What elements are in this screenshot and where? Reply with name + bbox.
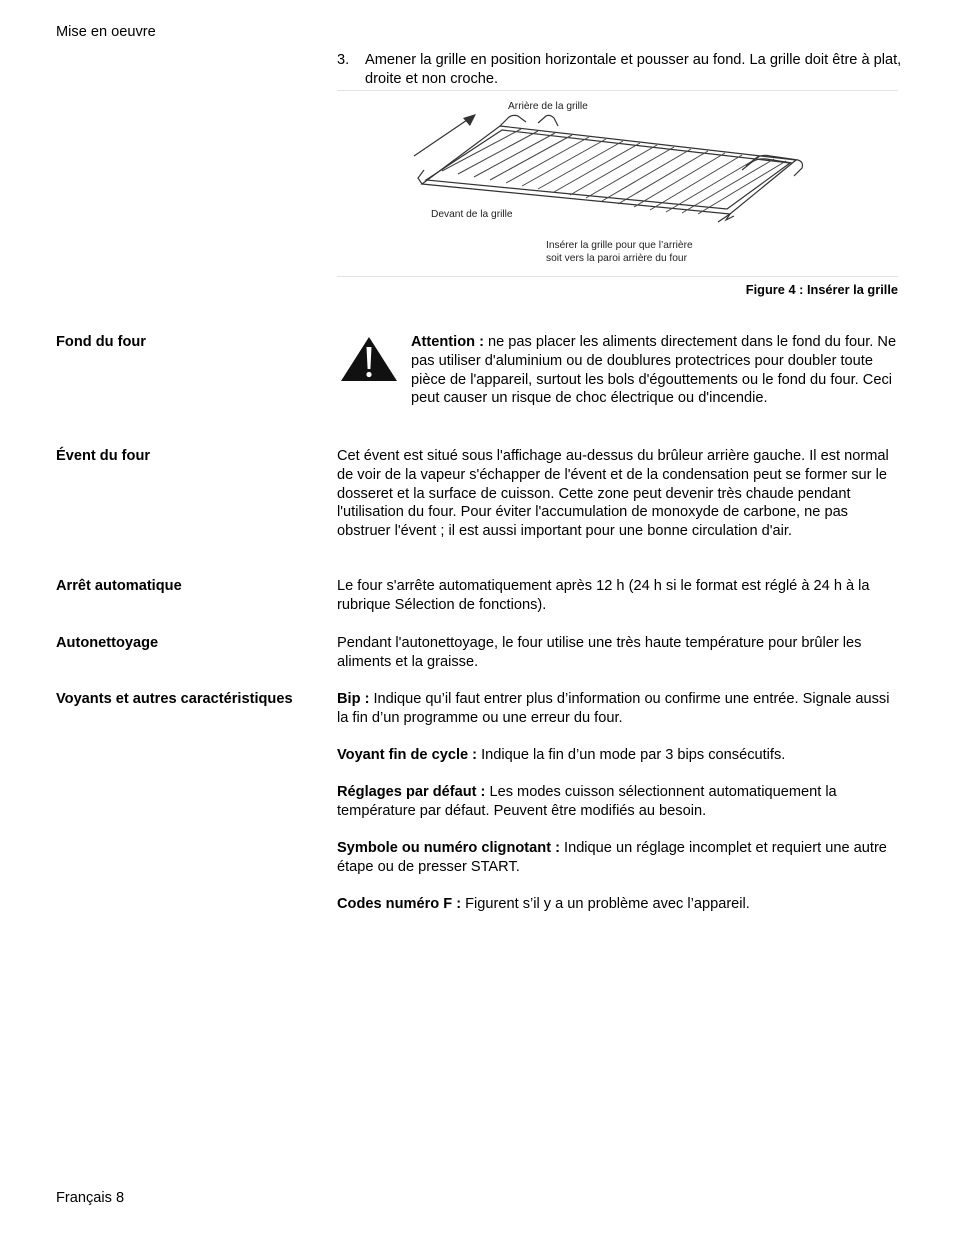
feature-term: Voyant fin de cycle : <box>337 746 478 763</box>
feature-item <box>337 746 902 765</box>
warning-text: ne pas placer les aliments directement dans le fond du four. Ne pas utiliser d'aluminium ou de doublures protectrices pour doubler toute pièce de l'appareil, surtout les bols d'égouttements ou le fond du four. Ceci peut causer un risque de choc électrique ou d'incendie. <box>411 334 897 407</box>
feature-desc: Figurent s’il y a un problème avec l’appareil. <box>461 896 750 913</box>
instruction-step-3 <box>337 51 902 89</box>
label-front-of-rack: Devant de la grille <box>431 209 513 220</box>
figure-caption: Figure 4 : Insérer la grille <box>745 282 898 297</box>
feature-list <box>337 690 902 932</box>
section-text-autonettoyage: Pendant l'autonettoyage, le four utilise une très haute température pour brûler les aliments et la graisse. <box>337 635 862 670</box>
section-title-voyants: Voyants et autres caractéristiques <box>56 691 293 707</box>
feature-term: Symbole ou numéro clignotant : <box>337 840 560 857</box>
page-footer: Français 8 <box>56 1190 125 1206</box>
label-back-of-rack: Arrière de la grille <box>508 101 588 112</box>
feature-term: Codes numéro F : <box>337 896 462 913</box>
feature-item <box>337 839 902 877</box>
figure-note-line-1: Insérer la grille pour que l’arrière <box>546 240 693 251</box>
feature-desc: Les modes cuisson sélectionnent automatiquement la température par défaut. Peuvent être modifiés au besoin. <box>337 784 837 819</box>
warning-label: Attention : <box>411 334 484 350</box>
running-header: Mise en oeuvre <box>56 24 156 40</box>
feature-desc: Indique la fin d’un mode par 3 bips consécutifs. <box>477 746 786 763</box>
warning-message <box>411 333 898 408</box>
oven-rack-illustration <box>400 96 820 246</box>
feature-term: Réglages par défaut : <box>337 784 486 801</box>
step-number: 3. <box>337 52 350 68</box>
section-title-fond-du-four: Fond du four <box>56 334 146 350</box>
section-text-arret-automatique: Le four s'arrête automatiquement après 12 h (24 h si le format est réglé à 24 h à la rubrique Sélection de fonctions). <box>337 578 870 613</box>
step-text: Amener la grille en position horizontale et pousser au fond. La grille doit être à plat, droite et non croche. <box>365 52 902 87</box>
feature-item <box>337 783 902 821</box>
warning-triangle-icon <box>340 336 398 382</box>
figure-bottom-rule <box>337 276 898 277</box>
figure-top-rule <box>337 90 898 91</box>
feature-term: Bip : <box>337 691 370 707</box>
feature-desc: Indique un réglage incomplet et requiert une autre étape ou de presser START. <box>337 840 887 875</box>
section-title-event-du-four: Évent du four <box>56 448 151 464</box>
section-text-event-du-four: Cet évent est situé sous l'affichage au-dessus du brûleur arrière gauche. Il est normal de voir de la vapeur s'échapper de l'évent et de la condensation peut se former sur le dosseret et la surface de cuisson. Cette zone peut devenir très chaude pendant l'utilisation du four. Pour éviter l'accumulation de monoxyde de carbone, ne pas obstruer l'évent ; il est aussi important pour une bonne circulation d'air. <box>337 448 889 540</box>
feature-item <box>337 895 902 914</box>
feature-desc: Indique qu’il faut entrer plus d’information ou confirme une entrée. Signale aussi la fin d’un programme ou une erreur du four. <box>337 691 890 726</box>
figure-note-line-2: soit vers la paroi arrière du four <box>546 253 687 264</box>
section-title-arret-automatique: Arrêt automatique <box>56 578 182 594</box>
feature-item <box>337 690 902 728</box>
section-title-autonettoyage: Autonettoyage <box>56 635 159 651</box>
